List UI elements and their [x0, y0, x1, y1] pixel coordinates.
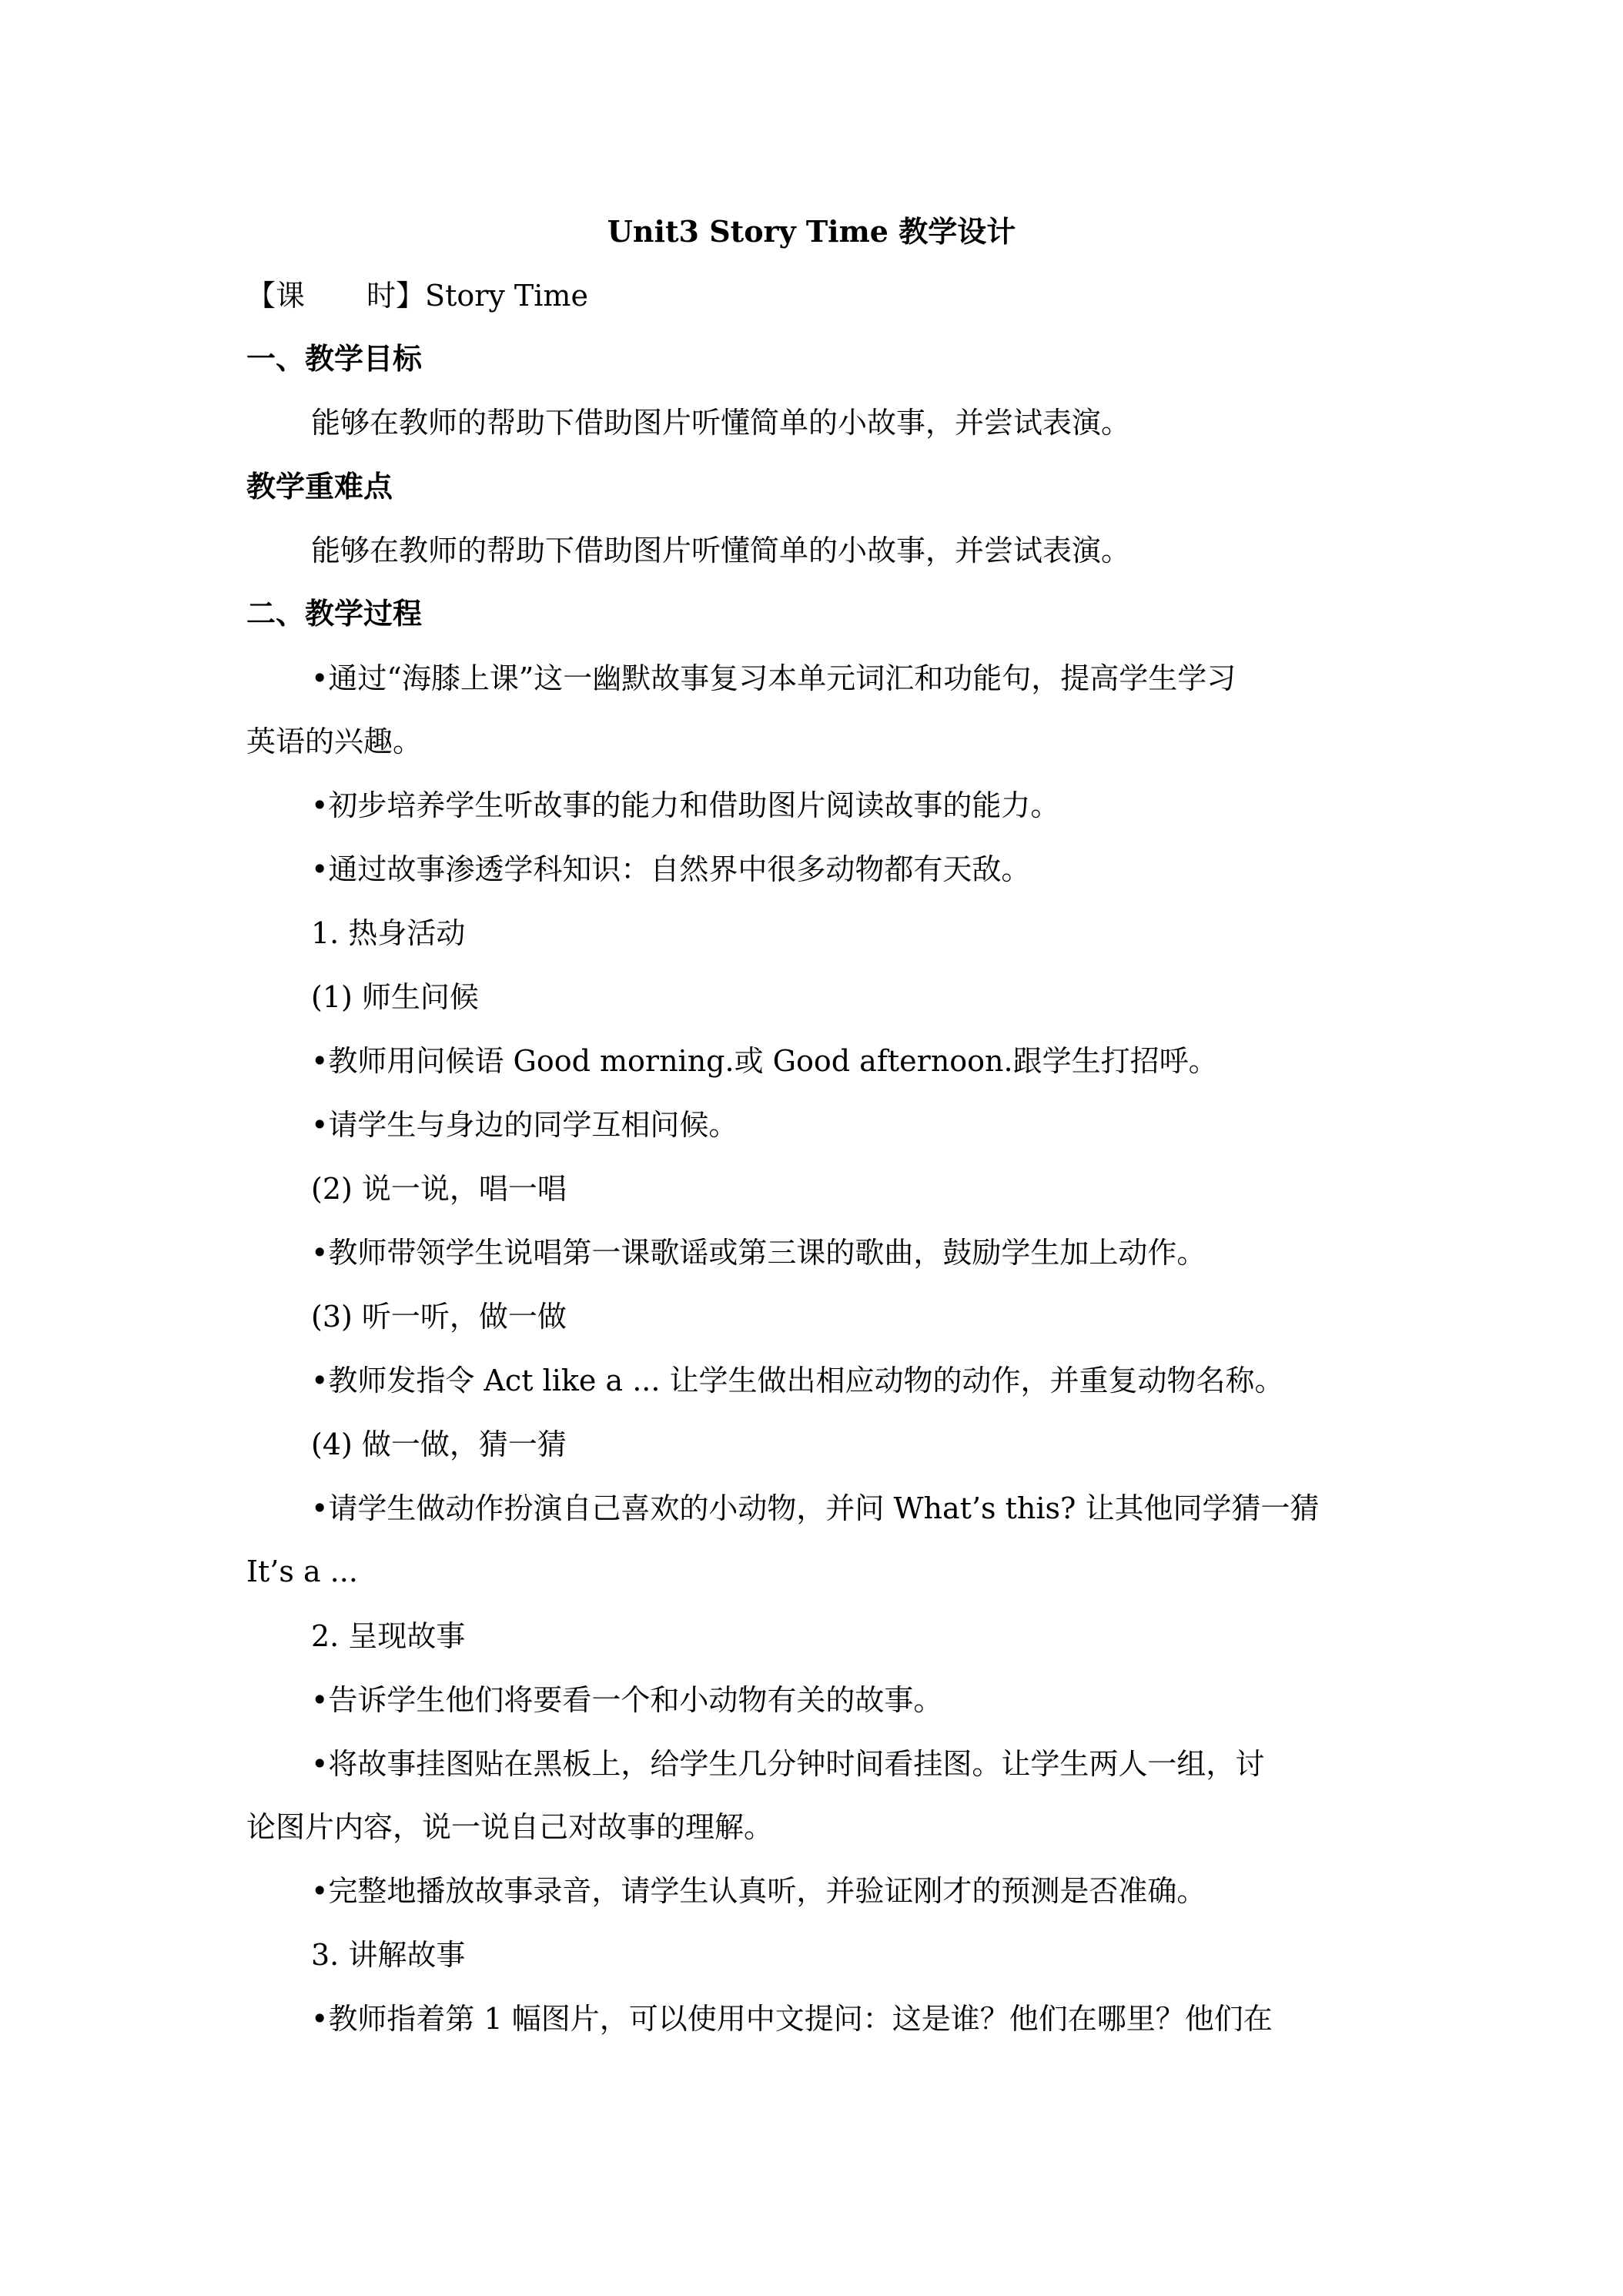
key-points-heading: 教学重难点 [246, 469, 393, 504]
lesson-label-right: 时】 [366, 279, 426, 313]
section1-text: 能够在教师的帮助下借助图片听懂简单的小故事，并尝试表演。 [311, 406, 1131, 440]
step3-heading: 3. 讲解故事 [311, 1938, 466, 1972]
step1-sub3-bullet-1: •教师发指令 Act like a ... 让学生做出相应动物的动作，并重复动物名称。 [311, 1364, 1284, 1397]
step2-bullet-3: •完整地播放故事录音，请学生认真听，并验证刚才的预测是否准确。 [311, 1874, 1206, 1908]
step1-heading: 1. 热身活动 [311, 916, 466, 950]
step1-sub1-bullet-1: •教师用问候语 Good morning.或 Good afternoon.跟学生打招呼。 [311, 1044, 1218, 1078]
intro-bullet-2: •初步培养学生听故事的能力和借助图片阅读故事的能力。 [311, 788, 1060, 822]
key-points-text: 能够在教师的帮助下借助图片听懂简单的小故事，并尝试表演。 [311, 534, 1131, 567]
intro-bullet-1-line2: 英语的兴趣。 [246, 725, 423, 758]
step1-sub1-heading: (1) 师生问候 [311, 980, 479, 1014]
step1-sub4-bullet-line1: •请学生做动作扮演自己喜欢的小动物，并问 What’s this? 让其他同学猜一猜 [311, 1491, 1320, 1525]
intro-bullet-3: •通过故事渗透学科知识：自然界中很多动物都有天敌。 [311, 852, 1031, 886]
lesson-label-left: 【课 [246, 279, 306, 313]
step1-sub2-bullet-1: •教师带领学生说唱第一课歌谣或第三课的歌曲，鼓励学生加上动作。 [311, 1236, 1206, 1270]
step1-sub1-bullet-2: •请学生与身边的同学互相问候。 [311, 1108, 738, 1142]
step1-sub4-heading: (4) 做一做，猜一猜 [311, 1427, 567, 1461]
lesson-value: Story Time [425, 279, 588, 313]
step1-sub2-heading: (2) 说一说，唱一唱 [311, 1172, 567, 1206]
lesson-line [246, 279, 588, 313]
step1-sub3-heading: (3) 听一听，做一做 [311, 1300, 567, 1334]
step3-bullet-1: •教师指着第 1 幅图片，可以使用中文提问：这是谁？他们在哪里？他们在 [311, 2002, 1273, 2036]
section1-heading: 一、教学目标 [246, 341, 423, 376]
step2-bullet-2-line1: •将故事挂图贴在黑板上，给学生几分钟时间看挂图。让学生两人一组，讨 [311, 1747, 1265, 1781]
step2-bullet-2-line2: 论图片内容，说一说自己对故事的理解。 [246, 1810, 774, 1844]
step1-sub4-bullet-line2: It’s a ... [246, 1555, 358, 1588]
section2-heading: 二、教学过程 [246, 596, 423, 631]
document-title: Unit3 Story Time 教学设计 [607, 214, 1016, 249]
intro-bullet-1-line1: •通过“海膝上课”这一幽默故事复习本单元词汇和功能句，提高学生学习 [311, 661, 1236, 695]
step2-heading: 2. 呈现故事 [311, 1619, 466, 1653]
step2-bullet-1: •告诉学生他们将要看一个和小动物有关的故事。 [311, 1683, 943, 1717]
